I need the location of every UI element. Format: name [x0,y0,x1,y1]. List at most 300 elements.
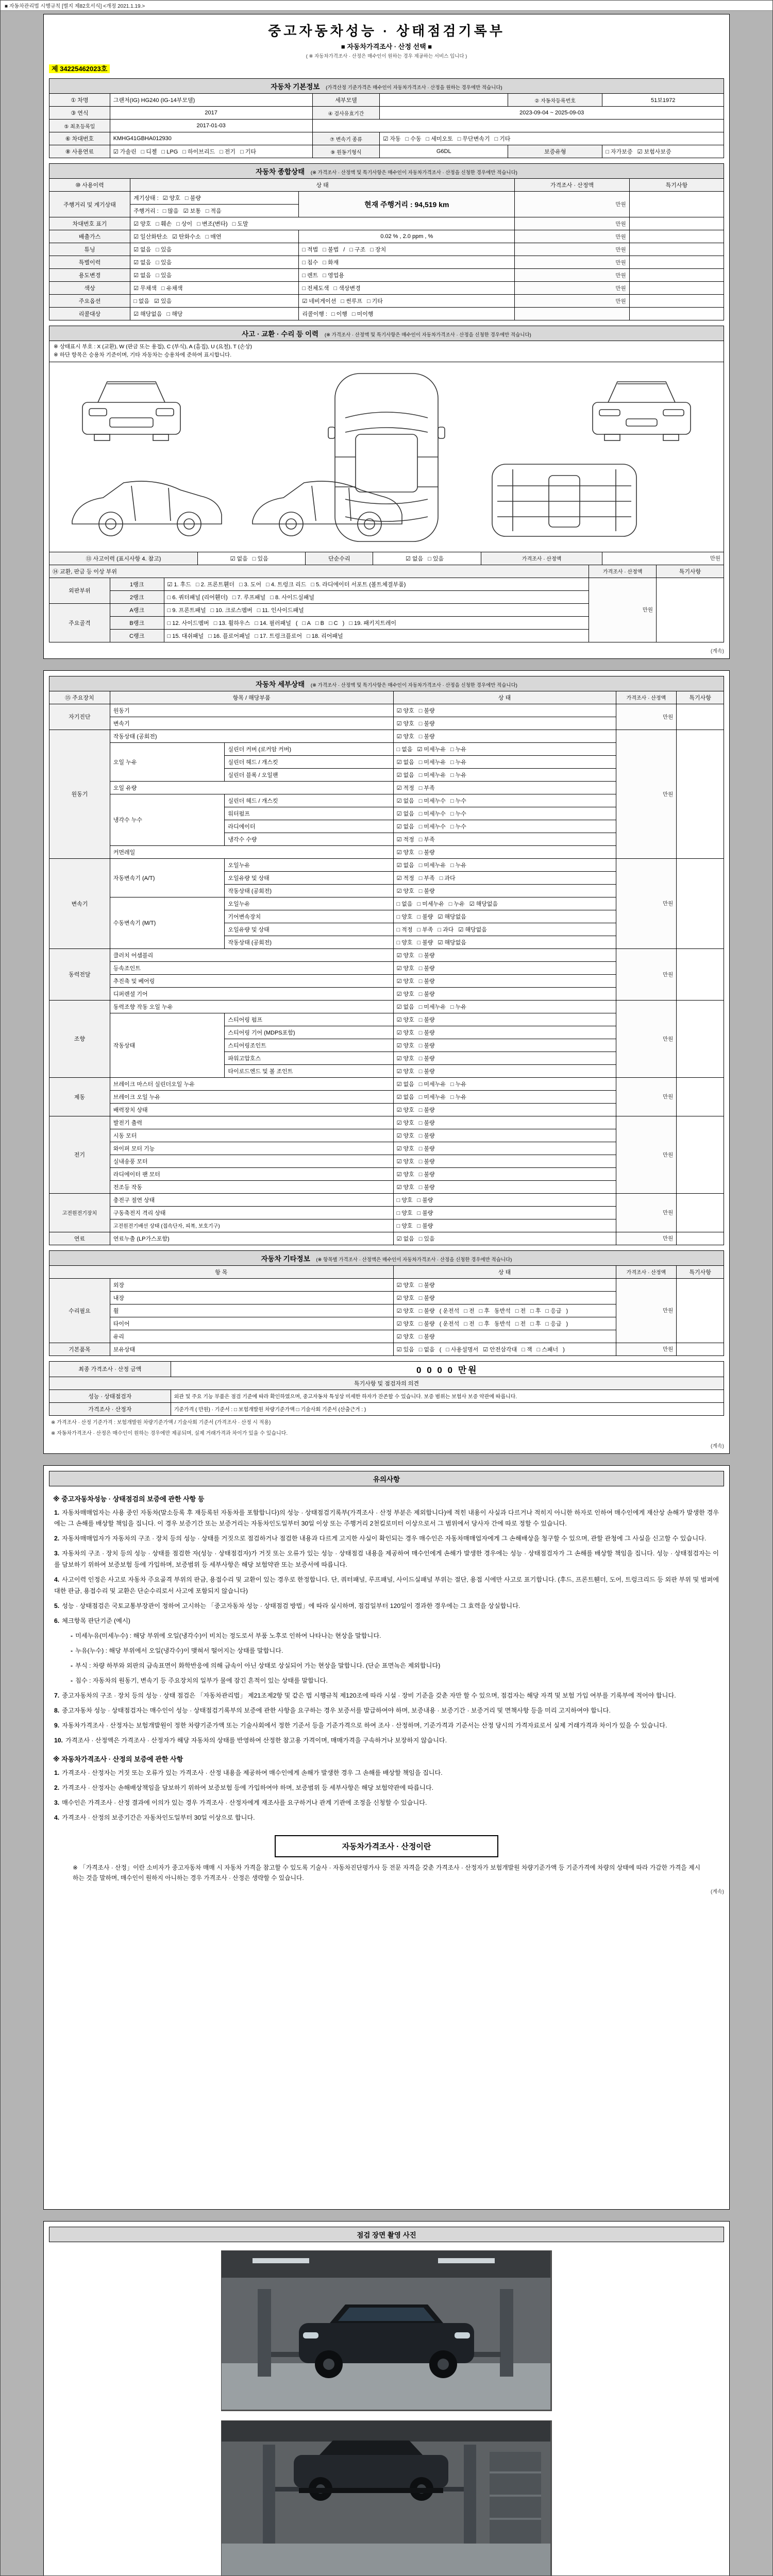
checkbox-unchecked[interactable]: □ 미세누유 [418,1094,446,1100]
checkbox-unchecked[interactable]: □ 응급 [545,1308,562,1314]
checkbox-unchecked[interactable]: □ 불량 [418,1068,435,1075]
checkbox-checked[interactable]: ☑ 양호 [396,1171,414,1178]
table-row [49,1232,724,1245]
price-basis-note: ※ 가격조사 · 산정 기준가격 : 보험개발원 차량기준가액 / 기술사회 기준서 (가격조사 · 산정 시 적용) [51,1419,271,1426]
checkbox-unchecked[interactable]: □ 불량 [418,991,435,997]
checkbox-unchecked[interactable]: □ 불량 [184,195,201,201]
checkbox-checked[interactable]: ☑ 해당없음 [438,913,466,920]
field-value: 만원 [616,1232,677,1245]
checkbox-checked[interactable]: ☑ 적정 [396,785,414,791]
checkbox-unchecked[interactable]: □ 과다 [439,875,456,882]
checkbox-unchecked[interactable]: □ 불량 [418,1145,435,1152]
field-label: 가격조사 · 산정액 [616,1265,677,1278]
checkbox-unchecked[interactable]: □ 누수 [450,798,466,804]
field-value: 0.02 % , 2.0 ppm , % [299,230,515,243]
field-label: 가격조사 · 산정자 [49,1402,171,1415]
photo-scene-1 [222,2251,550,2410]
checkbox-unchecked[interactable]: □ 미세누수 [418,823,446,830]
field-value [373,552,481,565]
checkbox-checked[interactable]: ☑ 양호 [396,1016,414,1023]
checkbox-unchecked[interactable]: □ 전 [515,1320,526,1327]
checkbox-unchecked[interactable]: □ C [328,620,338,626]
accident-legend [49,341,724,362]
checkbox-checked[interactable]: ☑ 양호 [396,1120,414,1126]
checkbox-checked[interactable]: ☑ 무채색 [133,285,157,292]
checkbox-unchecked[interactable]: □ 있음 [156,260,172,266]
checkbox-unchecked[interactable]: □ 많음 [162,208,179,214]
checkbox-checked[interactable]: ☑ 양호 [396,849,414,856]
checkbox-checked[interactable]: ☑ 양호 [396,1132,414,1139]
checkbox-unchecked[interactable]: □ 디젤 [141,149,157,155]
section-title-overall [49,163,724,179]
checkbox-unchecked[interactable]: □ 불량 [418,849,435,856]
field-value: 실린더 헤드 / 개스킷 [225,755,393,768]
notice-item: 4. 가격조사 · 산정의 보증기간은 자동차인도일부터 30일 이상으로 합니다. [54,1814,255,1821]
checkbox-unchecked[interactable]: □ 상이 [176,221,193,227]
checkbox-checked[interactable]: ☑ 가솔린 [113,149,137,155]
checkbox-unchecked[interactable]: □ 불량 [417,1223,433,1229]
field-value: 배력장치 상태 [110,1103,393,1116]
checkbox-checked[interactable]: ☑ 양호 [162,195,180,201]
field-value: 디퍼렌셜 기어 [110,987,393,1000]
checkbox-unchecked[interactable]: □ 장치 [370,247,386,253]
checkbox-checked[interactable]: ☑ 양호 [396,1184,414,1191]
checkbox-unchecked[interactable]: □ 미이행 [351,311,374,317]
checkbox-unchecked[interactable]: □ 누유 [450,862,466,869]
checkbox-checked[interactable]: ☑ 양호 [396,1308,414,1314]
etc-info-table [49,1265,724,1356]
field-value: 2023-09-04 ~ 2025-09-03 [380,107,724,120]
checkbox-unchecked[interactable]: □ 자가보증 [606,149,633,155]
checkbox-unchecked[interactable]: □ 누수 [450,810,466,817]
checkbox-checked[interactable]: ☑ 양호 [396,888,414,894]
checkbox-unchecked[interactable]: □ 부족 [418,836,435,843]
checkbox-unchecked[interactable]: □ 유채색 [161,285,183,292]
checkbox-checked[interactable]: ☑ 양호 [396,1042,414,1049]
checkbox-checked[interactable]: ☑ 양호 [396,1333,414,1340]
table-row [49,1343,724,1355]
field-label: 자기진단 [49,704,110,730]
checkbox-checked[interactable]: ☑ 없음 [396,1094,414,1100]
notice-item: 9. 자동차가격조사 · 산정자는 보험개발원이 정한 차량기준가액 또는 기술사회에서 정한 기준서 등을 기준가격으로 하여 조사 · 산정하며, 기준가격과 기준서는 산정 당시의 가격자료로서 실제 거래가격과 차이가 있을 수 있습니다. [54,1721,667,1729]
table-row [49,132,724,145]
field-value [393,897,616,910]
checkbox-checked[interactable]: ☑ 없음 [396,862,414,869]
page-subtitle-note: ( ※ 자동차가격조사 · 산정은 매수인이 원하는 경우 제공하는 서비스 입니다 ) [306,54,467,59]
checkbox-unchecked[interactable]: □ 없음 [396,746,413,753]
field-label: 조향 [49,1000,110,1077]
checkbox-unchecked[interactable]: □ 17. 트렁크플로어 [255,633,303,639]
table-row [49,1265,724,1278]
checkbox-unchecked[interactable]: □ 9. 프론트패널 [167,607,206,614]
field-value: 만원 [515,230,630,243]
checkbox-unchecked[interactable]: □ 15. 대쉬패널 [167,633,204,639]
field-label: C랭크 [110,629,164,642]
checkbox-unchecked[interactable]: □ 누유 [450,1094,466,1100]
checkbox-unchecked[interactable]: □ 후 [479,1308,490,1314]
checkbox-checked[interactable]: ☑ 없음 [396,798,414,804]
field-value: 만원 [616,1278,677,1343]
checkbox-unchecked[interactable]: □ 도말 [232,221,248,227]
table-row [49,1000,724,1013]
continue-marker: (계속) [711,648,724,654]
checkbox-checked[interactable]: ☑ 보험사보증 [637,149,671,155]
checkbox-unchecked[interactable]: □ 13. 휠하우스 [213,620,250,626]
field-label: 색상 [49,282,130,295]
checkbox-checked[interactable]: ☑ 없음 [133,273,152,279]
field-value [164,629,589,642]
inline-text: / [343,247,345,253]
checkbox-unchecked[interactable]: □ 후 [479,1320,490,1327]
price-definition-text: ※ 「가격조사 · 산정」이란 소비자가 중고자동차 매매 시 자동차 가격을 참고할 수 있도록 기술사 · 자동차진단평가사 등 전문 자격을 갖춘 가격조사 · 산정자가 보험개발원 차량기준가액 등 기준가격에 차량의 상태에 따라 가감한 가격을 제시하는 것을 말하며, 매수인이 원하지 아니하는 경우 가격조사 · 산정은 생략할 수 있습니다. [73,1863,700,1882]
checkbox-checked[interactable]: ☑ 양호 [396,1320,414,1327]
checkbox-unchecked[interactable]: □ 14. 필러패널 [255,620,291,626]
field-value: 전조등 작동 [110,1180,393,1193]
checkbox-checked[interactable]: ☑ 없음 [396,1081,414,1088]
field-value: 만원 [616,1343,677,1355]
checkbox-unchecked[interactable]: □ 양호 [396,913,413,920]
checkbox-unchecked[interactable]: □ 하이브리드 [182,149,215,155]
checkbox-checked[interactable]: ☑ 양호 [396,952,414,959]
checkbox-unchecked[interactable]: □ 기타 [366,298,383,304]
checkbox-unchecked[interactable]: □ 렌트 [302,273,318,279]
checkbox-unchecked[interactable]: □ 잭 [522,1346,532,1353]
field-value [393,717,616,730]
checkbox-unchecked[interactable]: □ 불량 [418,952,435,959]
field-value: 작동상태 (공회전) [110,730,393,742]
checkbox-unchecked[interactable]: □ 2. 프론트휀더 [195,581,234,588]
checkbox-unchecked[interactable]: □ 있음 [252,555,268,562]
checkbox-unchecked[interactable]: □ LPG [161,149,178,155]
checkbox-checked[interactable]: ☑ 해당없음 [469,901,498,907]
checkbox-unchecked[interactable]: □ 8. 사이드실패널 [270,594,314,601]
checkbox-unchecked[interactable]: □ 불량 [418,1042,435,1049]
checkbox-unchecked[interactable]: □ 불량 [418,1308,435,1314]
field-value: 실린더 블록 / 오일팬 [225,768,393,781]
checkbox-checked[interactable]: ☑ 없음 [405,555,424,562]
checkbox-unchecked[interactable]: □ 미세누유 [418,772,446,778]
checkbox-unchecked[interactable]: □ 11. 인사이드패널 [257,607,304,614]
checkbox-checked[interactable]: ☑ 양호 [396,733,414,740]
checkbox-checked[interactable]: ☑ 양호 [396,720,414,727]
field-value [380,132,724,145]
checkbox-unchecked[interactable]: □ 누유 [450,746,466,753]
checkbox-checked[interactable]: ☑ 네비게이션 [302,298,337,304]
checkbox-unchecked[interactable]: □ 불량 [418,1016,435,1023]
checkbox-unchecked[interactable]: □ 양호 [396,939,413,946]
checkbox-unchecked[interactable]: □ 변조(변타) [197,221,228,227]
checkbox-unchecked[interactable]: □ 이행 [331,311,347,317]
checkbox-unchecked[interactable]: □ 무단변속기 [457,136,490,142]
checkbox-unchecked[interactable]: □ 세미오토 [426,136,453,142]
field-label: 항목 / 해당부품 [110,691,393,704]
checkbox-unchecked[interactable]: □ 12. 사이드멤버 [167,620,209,626]
checkbox-checked[interactable]: ☑ 보통 [183,208,201,214]
checkbox-checked[interactable]: ☑ 없음 [396,759,414,766]
checkbox-unchecked[interactable]: □ 미세누유 [418,1004,446,1010]
checkbox-unchecked[interactable]: □ 16. 플로어패널 [208,633,250,639]
checkbox-checked[interactable]: ☑ 양호 [396,707,414,714]
field-value: 만원 [602,552,724,565]
table-row [49,1116,724,1129]
checkbox-unchecked[interactable]: □ 과다 [438,926,454,933]
checkbox-unchecked[interactable]: □ 미세누유 [418,862,446,869]
field-value [393,948,616,961]
field-value [164,616,589,629]
field-label: 튜닝 [49,243,130,256]
final-price-table [49,1361,724,1416]
checkbox-checked[interactable]: ☑ 없음 [133,260,152,266]
checkbox-checked[interactable]: ☑ 없음 [396,1235,414,1242]
checkbox-unchecked[interactable]: □ 3. 도어 [239,581,262,588]
checkbox-unchecked[interactable]: □ 누유 [448,901,465,907]
side-view-right-diagram [253,481,402,536]
field-label: ⑤ 최초등록일 [49,120,110,132]
checkbox-unchecked[interactable]: □ 불량 [418,1295,435,1301]
inline-text: ) [342,620,345,626]
checkbox-checked[interactable]: ☑ 양호 [396,1029,414,1036]
checkbox-checked[interactable]: ☑ 해당없음 [438,939,466,946]
checkbox-checked[interactable]: ☑ 적정 [396,875,414,882]
checkbox-unchecked[interactable]: □ 불량 [418,1029,435,1036]
checkbox-unchecked[interactable]: □ 누유 [450,772,466,778]
checkbox-unchecked[interactable]: □ 스패너 [536,1346,559,1353]
field-value [393,845,616,858]
field-value [629,256,724,269]
checkbox-unchecked[interactable]: □ 7. 루프패널 [232,594,266,601]
checkbox-checked[interactable]: ☑ 없음 [396,772,414,778]
checkbox-unchecked[interactable]: □ 전 [464,1320,475,1327]
checkbox-unchecked[interactable]: □ 4. 트렁크 리드 [266,581,307,588]
checkbox-unchecked[interactable]: □ 부족 [418,785,435,791]
checkbox-unchecked[interactable]: □ 적법 [302,247,318,253]
field-value: 작동상태 (공회전) [225,884,393,897]
checkbox-unchecked[interactable]: □ 썬루프 [341,298,362,304]
checkbox-checked[interactable]: ☑ 있음 [154,298,172,304]
checkbox-unchecked[interactable]: □ 누유 [450,1081,466,1088]
field-label: 배출가스 [49,230,130,243]
field-value: 구동축전지 격리 상태 [110,1206,393,1219]
checkbox-unchecked[interactable]: □ 누유 [450,759,466,766]
table-row [49,1361,724,1377]
checkbox-unchecked[interactable]: □ 불량 [418,733,435,740]
table-row [49,308,724,320]
section-title-basic [49,78,724,94]
field-value [393,1142,616,1155]
checkbox-unchecked[interactable]: □ 후 [530,1308,541,1314]
checkbox-unchecked[interactable]: □ 구조 [349,247,366,253]
checkbox-checked[interactable]: ☑ 양호 [396,965,414,972]
checkbox-unchecked[interactable]: □ 수동 [405,136,422,142]
checkbox-checked[interactable]: ☑ 양호 [396,1068,414,1075]
field-value [393,704,616,717]
checkbox-unchecked[interactable]: □ 적정 [396,926,413,933]
checkbox-unchecked[interactable]: □ 미세누수 [418,798,446,804]
checkbox-checked[interactable]: ☑ 없음 [230,555,248,562]
checkbox-unchecked[interactable]: □ 있음 [418,1235,435,1242]
notice-number: - [71,1662,73,1669]
inline-text: ( 운전석 [439,1320,460,1327]
checkbox-unchecked[interactable]: □ 18. 리어패널 [307,633,343,639]
checkbox-unchecked[interactable]: □ 불량 [418,1132,435,1139]
checkbox-unchecked[interactable]: □ 6. 쿼터패널 (리어휀더) [167,594,228,601]
checkbox-unchecked[interactable]: □ 전기 [220,149,236,155]
checkbox-unchecked[interactable]: □ 불량 [418,1333,435,1340]
notice-number: 4. [54,1814,60,1821]
section-title-note: (※ 가격조사 · 산정액 및 특기사항은 매수인이 자동차가격조사 · 산정을 신청한 경우에만 적습니다) [310,682,517,688]
notice-number: 3. [54,1799,60,1806]
checkbox-unchecked[interactable]: □ 부족 [418,875,435,882]
checkbox-unchecked[interactable]: □ 불량 [418,888,435,894]
checkbox-checked[interactable]: ☑ 해당없음 [133,311,162,317]
field-label: B랭크 [110,616,164,629]
checkbox-checked[interactable]: ☑ 해당없음 [458,926,487,933]
document-number: 제 34225462023호 [49,64,110,73]
checkbox-unchecked[interactable]: □ 불량 [418,720,435,727]
checkbox-unchecked[interactable]: □ 미세누유 [417,901,444,907]
field-value [393,1193,616,1206]
field-value: 실내송풍 모터 [110,1155,393,1167]
table-row [49,704,724,717]
checkbox-checked[interactable]: ☑ 없음 [133,247,152,253]
checkbox-unchecked[interactable]: □ 매연 [205,234,222,240]
field-value [393,961,616,974]
checkbox-checked[interactable]: ☑ 양호 [133,221,152,227]
checkbox-unchecked[interactable]: □ 침수 [302,260,318,266]
field-value [393,974,616,987]
checkbox-unchecked[interactable]: □ 누유 [450,1004,466,1010]
checkbox-checked[interactable]: ☑ 양호 [396,1145,414,1152]
checkbox-unchecked[interactable]: □ 불량 [417,913,433,920]
notice-item: 10. 가격조사 · 산정액은 가격조사 · 산정자가 해당 자동차의 상태를 반영하여 산정한 참고용 가격이며, 매매가격을 구속하거나 보장하지 않습니다. [54,1736,447,1744]
checkbox-unchecked[interactable]: □ 부족 [417,926,433,933]
checkbox-checked[interactable]: ☑ 없음 [396,823,414,830]
checkbox-checked[interactable]: ☑ 양호 [396,978,414,985]
field-value [393,858,616,871]
checkbox-checked[interactable]: ☑ 적정 [396,836,414,843]
checkbox-checked[interactable]: ☑ 미세누유 [417,746,446,753]
checkbox-unchecked[interactable]: □ 불량 [418,1171,435,1178]
checkbox-unchecked[interactable]: □ 양호 [396,1197,413,1204]
checkbox-unchecked[interactable]: □ 불량 [418,978,435,985]
checkbox-checked[interactable]: ☑ 양호 [396,991,414,997]
checkbox-unchecked[interactable]: □ 해당 [166,311,183,317]
field-value: 연료누출 (LP가스포함) [110,1232,393,1245]
checkbox-unchecked[interactable]: □ 불량 [417,1210,433,1216]
checkbox-unchecked[interactable]: □ 불량 [418,1120,435,1126]
field-value [299,308,515,320]
inline-text: ( [439,1346,442,1353]
checkbox-unchecked[interactable]: □ 없음 [133,298,150,304]
checkbox-unchecked[interactable]: □ 미세누유 [418,1081,446,1088]
checkbox-unchecked[interactable]: □ 있음 [428,555,444,562]
checkbox-unchecked[interactable]: □ 기타 [494,136,511,142]
checkbox-unchecked[interactable]: □ 사용설명서 [446,1346,479,1353]
checkbox-unchecked[interactable]: □ 불량 [418,1107,435,1113]
checkbox-unchecked[interactable]: □ 불량 [418,1158,435,1165]
checkbox-unchecked[interactable]: □ 19. 패키지트레이 [349,620,397,626]
checkbox-checked[interactable]: ☑ 없음 [396,810,414,817]
field-value: 2017 [110,107,312,120]
checkbox-unchecked[interactable]: □ 영업용 [323,273,344,279]
checkbox-unchecked[interactable]: □ 있음 [156,273,172,279]
checkbox-unchecked[interactable]: □ 미세누수 [418,810,446,817]
checkbox-checked[interactable]: ☑ 양호 [396,1107,414,1113]
checkbox-unchecked[interactable]: □ 전체도색 [302,285,329,292]
checkbox-checked[interactable]: ☑ 양호 [396,1055,414,1062]
field-value: 오일누유 [225,897,393,910]
field-label: 연료 [49,1232,110,1245]
field-label: ⑥ 차대번호 [49,132,110,145]
checkbox-unchecked[interactable]: □ 불량 [417,1197,433,1204]
checkbox-unchecked[interactable]: □ 후 [530,1320,541,1327]
checkbox-checked[interactable]: ☑ 없음 [396,1004,414,1010]
page-title: 중고자동차성능 · 상태점검기록부 [268,23,505,39]
checkbox-checked[interactable]: ☑ 자동 [383,136,401,142]
field-value [393,987,616,1000]
checkbox-unchecked[interactable]: □ 불량 [417,939,433,946]
field-label: 변속기 [49,858,110,948]
checkbox-unchecked[interactable]: □ 누수 [450,823,466,830]
checkbox-checked[interactable]: ☑ 양호 [396,1282,414,1289]
checkbox-unchecked[interactable]: □ 없음 [418,1346,435,1353]
checkbox-unchecked[interactable]: □ 5. 라디에이터 서포트 (볼트체결부품) [311,581,406,588]
field-label: ④ 검사유효기간 [312,107,380,120]
checkbox-checked[interactable]: ☑ 일산화탄소 [133,234,168,240]
checkbox-unchecked[interactable]: □ A [302,620,311,626]
section-title-note: (가격산정 기준가격은 매수인이 자동차가격조사 · 산정을 원하는 경우에만 적습니다) [326,85,502,91]
checkbox-unchecked[interactable]: □ 양호 [396,1210,413,1216]
checkbox-checked[interactable]: ☑ 1. 후드 [167,581,191,588]
checkbox-checked[interactable]: ☑ 양호 [396,1295,414,1301]
field-value: 스티어링 기어 (MDPS포함) [225,1026,393,1039]
checkbox-unchecked[interactable]: □ 미세누유 [418,759,446,766]
checkbox-unchecked[interactable]: □ 전 [464,1308,475,1314]
checkbox-unchecked[interactable]: □ 불량 [418,1282,435,1289]
checkbox-checked[interactable]: ☑ 안전삼각대 [483,1346,517,1353]
field-value [393,923,616,936]
notice-number: 5. [54,1602,60,1610]
checkbox-unchecked[interactable]: □ 불량 [418,1055,435,1062]
checkbox-checked[interactable]: ☑ 있음 [396,1346,414,1353]
field-value [299,256,515,269]
checkbox-unchecked[interactable]: □ 기타 [240,149,257,155]
checkbox-unchecked[interactable]: □ 불법 [323,247,339,253]
checkbox-unchecked[interactable]: □ 불량 [418,707,435,714]
checkbox-unchecked[interactable]: □ 전 [515,1308,526,1314]
table-row [49,565,724,578]
checkbox-unchecked[interactable]: □ B [315,620,324,626]
checkbox-unchecked[interactable]: □ 응급 [545,1320,562,1327]
checkbox-checked[interactable]: ☑ 탄화수소 [172,234,201,240]
checkbox-unchecked[interactable]: □ 불량 [418,1320,435,1327]
checkbox-unchecked[interactable]: □ 색상변경 [333,285,361,292]
checkbox-unchecked[interactable]: □ 10. 크로스멤버 [210,607,253,614]
checkbox-unchecked[interactable]: □ 적음 [205,208,222,214]
field-value [629,282,724,295]
checkbox-unchecked[interactable]: □ 불량 [418,965,435,972]
checkbox-unchecked[interactable]: □ 불량 [418,1184,435,1191]
field-value [677,1116,724,1193]
legend-line-2: ※ 하단 항목은 승용차 기준이며, 기타 자동차는 승용차에 준하여 표시합니다. [54,351,232,358]
checkbox-unchecked[interactable]: □ 훼손 [156,221,172,227]
checkbox-unchecked[interactable]: □ 화재 [323,260,339,266]
field-value: 추진축 및 베어링 [110,974,393,987]
checkbox-unchecked[interactable]: □ 있음 [156,247,172,253]
checkbox-unchecked[interactable]: □ 없음 [396,901,413,907]
checkbox-checked[interactable]: ☑ 양호 [396,1158,414,1165]
checkbox-unchecked[interactable]: □ 양호 [396,1223,413,1229]
